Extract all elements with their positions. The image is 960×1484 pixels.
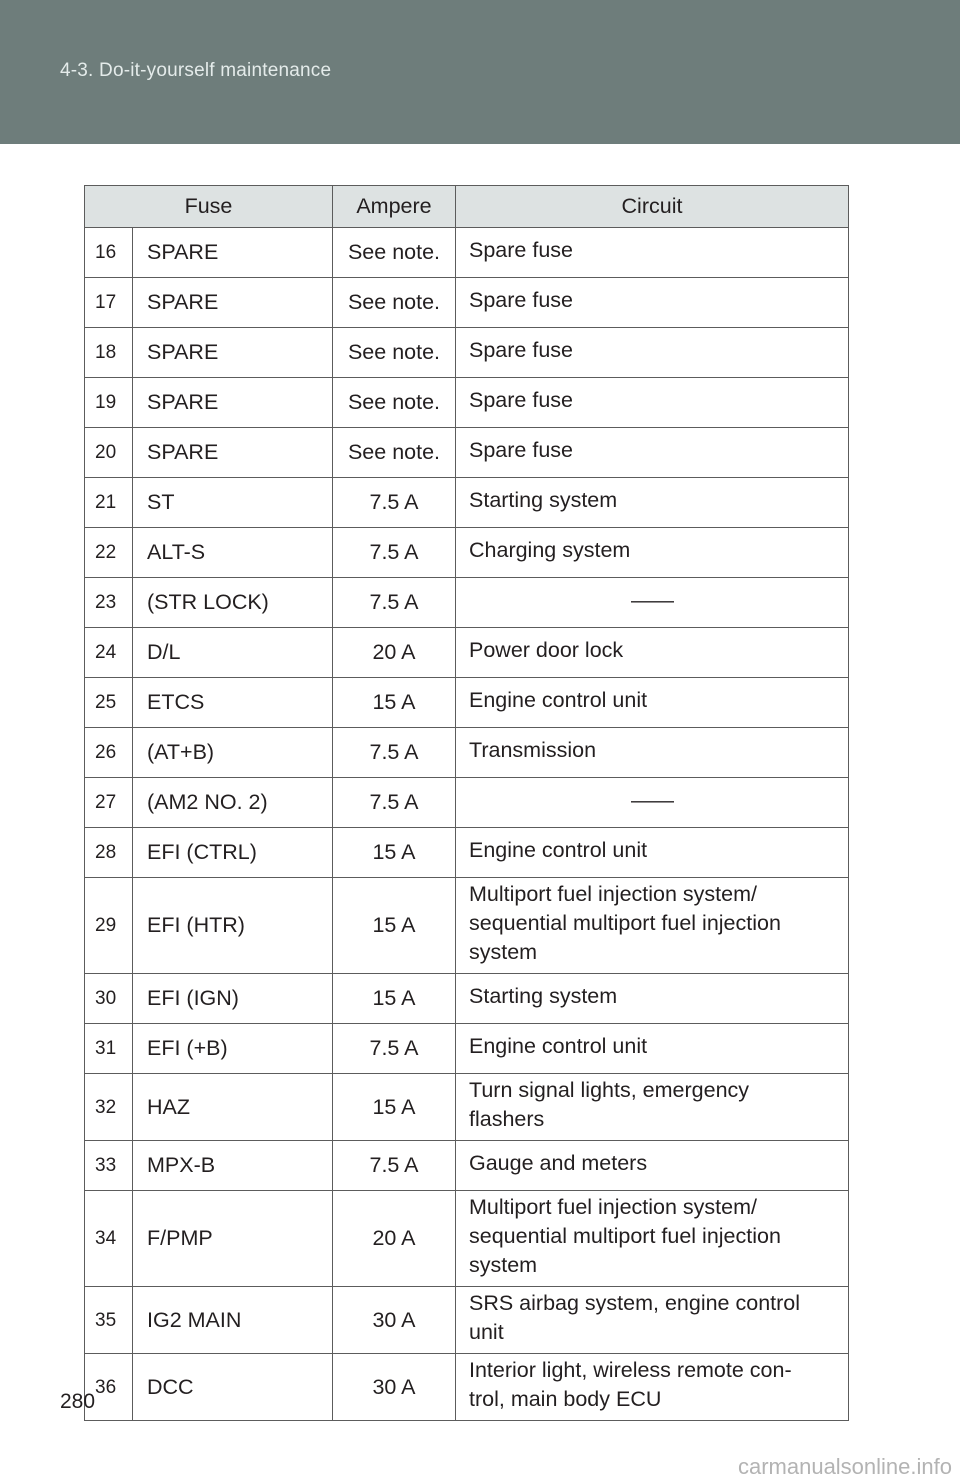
fuse-circuit [456, 828, 849, 878]
watermark: carmanualsonline.info [737, 1454, 952, 1479]
fuse-ampere: See note. [333, 378, 456, 428]
table-row [85, 878, 849, 974]
table-row [85, 1191, 849, 1287]
fuse-name: SPARE [133, 428, 333, 478]
header-ampere: Ampere [333, 186, 456, 228]
fuse-name: HAZ [133, 1074, 333, 1141]
fuse-name: ALT-S [133, 528, 333, 578]
fuse-number: 19 [85, 378, 133, 428]
fuse-ampere: 7.5 A [333, 578, 456, 628]
table-row [85, 228, 849, 278]
circuit-line: Transmission [469, 738, 597, 762]
table-row [85, 378, 849, 428]
table-row [85, 278, 849, 328]
fuse-name: SPARE [133, 328, 333, 378]
fuse-circuit [456, 578, 849, 628]
fuse-ampere: 20 A [333, 628, 456, 678]
fuse-circuit [456, 678, 849, 728]
table-row [85, 974, 849, 1024]
fuse-number: 36 [85, 1354, 133, 1421]
fuse-number: 28 [85, 828, 133, 878]
circuit-line: Spare fuse [469, 388, 573, 412]
table-row [85, 728, 849, 778]
fuse-ampere: See note. [333, 228, 456, 278]
header-band [0, 0, 960, 144]
fuse-number: 33 [85, 1141, 133, 1191]
circuit-line: unit [469, 1320, 504, 1344]
circuit-line: —— [631, 588, 674, 612]
section-title: 4-3. Do-it-yourself maintenance [60, 60, 332, 81]
fuse-name: SPARE [133, 378, 333, 428]
circuit-line: Multiport fuel injection system/ [469, 882, 757, 906]
fuse-circuit [456, 878, 849, 974]
circuit-line: sequential multiport fuel injection [469, 1224, 781, 1248]
fuse-number: 34 [85, 1191, 133, 1287]
fuse-ampere: 20 A [333, 1191, 456, 1287]
table-row [85, 1141, 849, 1191]
table-row [85, 328, 849, 378]
fuse-number: 30 [85, 974, 133, 1024]
fuse-rows [85, 228, 849, 1421]
fuse-number: 26 [85, 728, 133, 778]
fuse-circuit [456, 1354, 849, 1421]
header-fuse: Fuse [85, 186, 333, 228]
table-row [85, 428, 849, 478]
circuit-line: Charging system [469, 538, 631, 562]
fuse-name: DCC [133, 1354, 333, 1421]
fuse-circuit [456, 1191, 849, 1287]
fuse-number: 24 [85, 628, 133, 678]
fuse-name: IG2 MAIN [133, 1287, 333, 1354]
fuse-ampere: See note. [333, 278, 456, 328]
table-row [85, 478, 849, 528]
circuit-line: Turn signal lights, emergency [469, 1078, 750, 1102]
fuse-number: 16 [85, 228, 133, 278]
fuse-ampere: 7.5 A [333, 478, 456, 528]
fuse-name: ETCS [133, 678, 333, 728]
fuse-table [84, 185, 849, 1421]
fuse-ampere: 7.5 A [333, 528, 456, 578]
fuse-circuit [456, 778, 849, 828]
table-row [85, 678, 849, 728]
circuit-line: sequential multiport fuel injection [469, 911, 781, 935]
table-header-row [85, 186, 849, 228]
fuse-circuit [456, 728, 849, 778]
fuse-name: F/PMP [133, 1191, 333, 1287]
circuit-line: flashers [469, 1107, 545, 1131]
fuse-name: SPARE [133, 228, 333, 278]
circuit-line: Engine control unit [469, 688, 648, 712]
circuit-line: SRS airbag system, engine control [469, 1291, 801, 1315]
circuit-line: Spare fuse [469, 288, 573, 312]
table-row [85, 828, 849, 878]
fuse-circuit [456, 974, 849, 1024]
table-row [85, 778, 849, 828]
fuse-circuit [456, 1024, 849, 1074]
fuse-circuit [456, 328, 849, 378]
fuse-ampere: 15 A [333, 828, 456, 878]
circuit-line: Starting system [469, 984, 618, 1008]
fuse-circuit [456, 228, 849, 278]
fuse-name: EFI (IGN) [133, 974, 333, 1024]
circuit-line: Spare fuse [469, 338, 573, 362]
table-row [85, 578, 849, 628]
table-row [85, 1024, 849, 1074]
fuse-number: 18 [85, 328, 133, 378]
fuse-circuit [456, 1287, 849, 1354]
fuse-name: EFI (+B) [133, 1024, 333, 1074]
fuse-number: 22 [85, 528, 133, 578]
fuse-number: 29 [85, 878, 133, 974]
fuse-name: ST [133, 478, 333, 528]
fuse-number: 23 [85, 578, 133, 628]
fuse-number: 21 [85, 478, 133, 528]
fuse-name: MPX-B [133, 1141, 333, 1191]
fuse-number: 31 [85, 1024, 133, 1074]
circuit-line: Engine control unit [469, 838, 648, 862]
table-row [85, 628, 849, 678]
fuse-name: SPARE [133, 278, 333, 328]
circuit-line: Spare fuse [469, 238, 573, 262]
fuse-ampere: 7.5 A [333, 1141, 456, 1191]
fuse-name: (STR LOCK) [133, 578, 333, 628]
circuit-line: Engine control unit [469, 1034, 648, 1058]
fuse-ampere: 30 A [333, 1354, 456, 1421]
fuse-circuit [456, 428, 849, 478]
fuse-number: 35 [85, 1287, 133, 1354]
table-row [85, 528, 849, 578]
fuse-ampere: See note. [333, 328, 456, 378]
fuse-number: 27 [85, 778, 133, 828]
circuit-line: Spare fuse [469, 438, 573, 462]
fuse-circuit [456, 478, 849, 528]
table-row [85, 1074, 849, 1141]
fuse-number: 25 [85, 678, 133, 728]
fuse-name: (AT+B) [133, 728, 333, 778]
table-row [85, 1354, 849, 1421]
circuit-line: —— [631, 788, 674, 812]
fuse-ampere: 7.5 A [333, 1024, 456, 1074]
fuse-circuit [456, 528, 849, 578]
fuse-name: (AM2 NO. 2) [133, 778, 333, 828]
circuit-line: Power door lock [469, 638, 624, 662]
fuse-number: 17 [85, 278, 133, 328]
table-row [85, 1287, 849, 1354]
fuse-ampere: 15 A [333, 974, 456, 1024]
fuse-circuit [456, 378, 849, 428]
fuse-circuit [456, 628, 849, 678]
fuse-number: 20 [85, 428, 133, 478]
circuit-line: Starting system [469, 488, 618, 512]
page-number: 280 [60, 1390, 96, 1413]
circuit-line: Gauge and meters [469, 1151, 648, 1175]
circuit-line: system [469, 940, 538, 964]
fuse-circuit [456, 1141, 849, 1191]
fuse-ampere: 15 A [333, 678, 456, 728]
circuit-line: Interior light, wireless remote con- [469, 1358, 792, 1382]
circuit-line: system [469, 1253, 538, 1277]
fuse-ampere: 7.5 A [333, 778, 456, 828]
fuse-name: D/L [133, 628, 333, 678]
circuit-line: trol, main body ECU [469, 1387, 662, 1411]
fuse-circuit [456, 1074, 849, 1141]
fuse-ampere: 7.5 A [333, 728, 456, 778]
fuse-ampere: 15 A [333, 1074, 456, 1141]
fuse-ampere: See note. [333, 428, 456, 478]
fuse-name: EFI (HTR) [133, 878, 333, 974]
fuse-circuit [456, 278, 849, 328]
fuse-name: EFI (CTRL) [133, 828, 333, 878]
header-circuit: Circuit [456, 186, 849, 228]
fuse-number: 32 [85, 1074, 133, 1141]
fuse-ampere: 30 A [333, 1287, 456, 1354]
circuit-line: Multiport fuel injection system/ [469, 1195, 757, 1219]
fuse-ampere: 15 A [333, 878, 456, 974]
